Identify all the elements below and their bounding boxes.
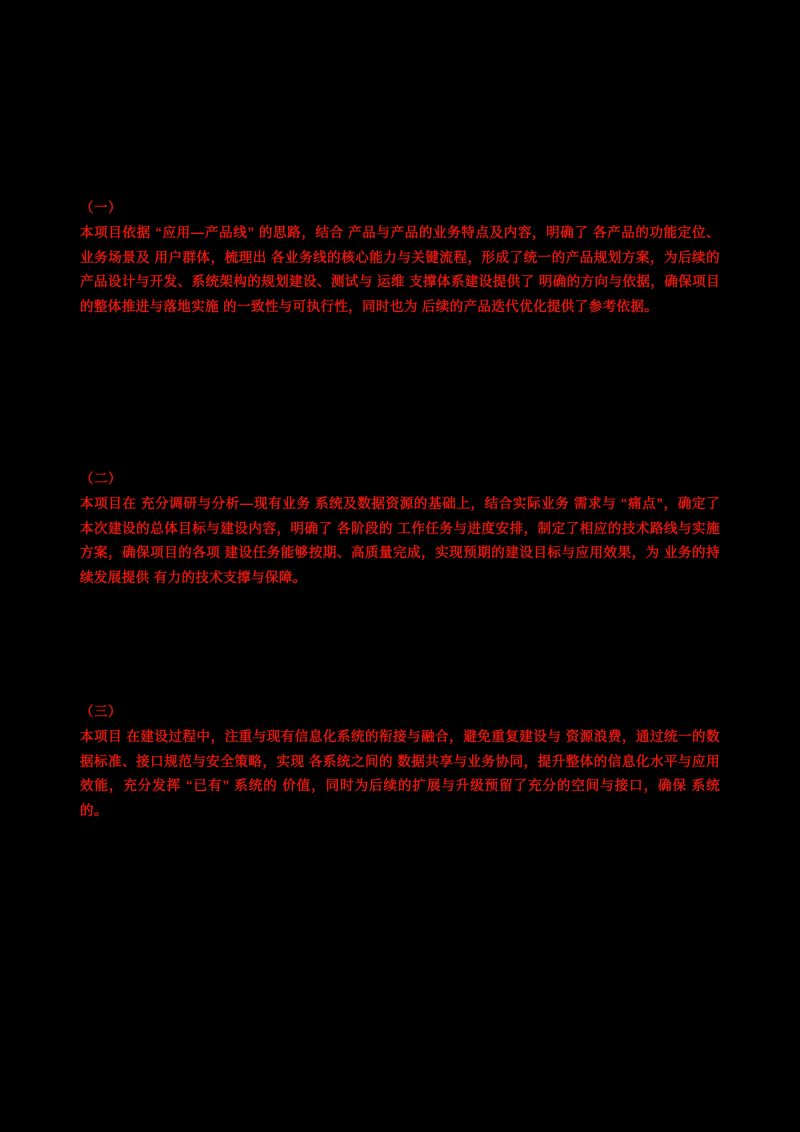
section-heading-1: （一） [80,200,122,215]
section-heading-2: （二） [80,471,122,486]
document-section-3 [80,700,720,823]
section-paragraph-2: 本项目在 充分调研与分析—现有业务 系统及数据资源的基础上，结合实际业务 需求与 “痛点”，确定了本次建设的总体目标与建设内容，明确了 各阶段的 工作任务与进度安排，制定了相应的技术路线与实施方案，确保项目的各项 建设任务能够按期、高质量完成，实现预期的建设目标与应用效果，为 业务的持续发展提供 有力的技术支撑与保障。 [80,496,720,585]
section-spacer-1 [80,319,720,467]
section-spacer-2 [80,590,720,700]
section-heading-3: （三） [80,704,122,719]
section-paragraph-3: 本项目 在建设过程中，注重与现有信息化系统的衔接与融合，避免重复建设与 资源浪费，通过统一的数据标准、接口规范与安全策略，实现 各系统之间的 数据共享与业务协同，提升整体的信息化水平与应用效能，充分发挥 “已有” 系统的 价值，同时为后续的扩展与升级预留了充分的空间与接口，确保 系统的。 [80,729,720,818]
document-section-2 [80,467,720,590]
document-section-1 [80,196,725,319]
section-paragraph-1: 本项目依据 “应用—产品线” 的思路，结合 产品与产品的业务特点及内容，明确了 各产品的功能定位、业务场景及 用户群体，梳理出 各业务线的核心能力与关键流程，形成了统一的产品规划方案，为后续的 产品设计与开发、系统架构的规划建设、测试与 运维 支撑体系建设提供了 明确的方向与依据，确保项目的整体推进与落地实施 的一致性与可执行性，同时也为 后续的产品迭代优化提供了参考依据。 [80,225,725,314]
document-body [80,196,725,823]
